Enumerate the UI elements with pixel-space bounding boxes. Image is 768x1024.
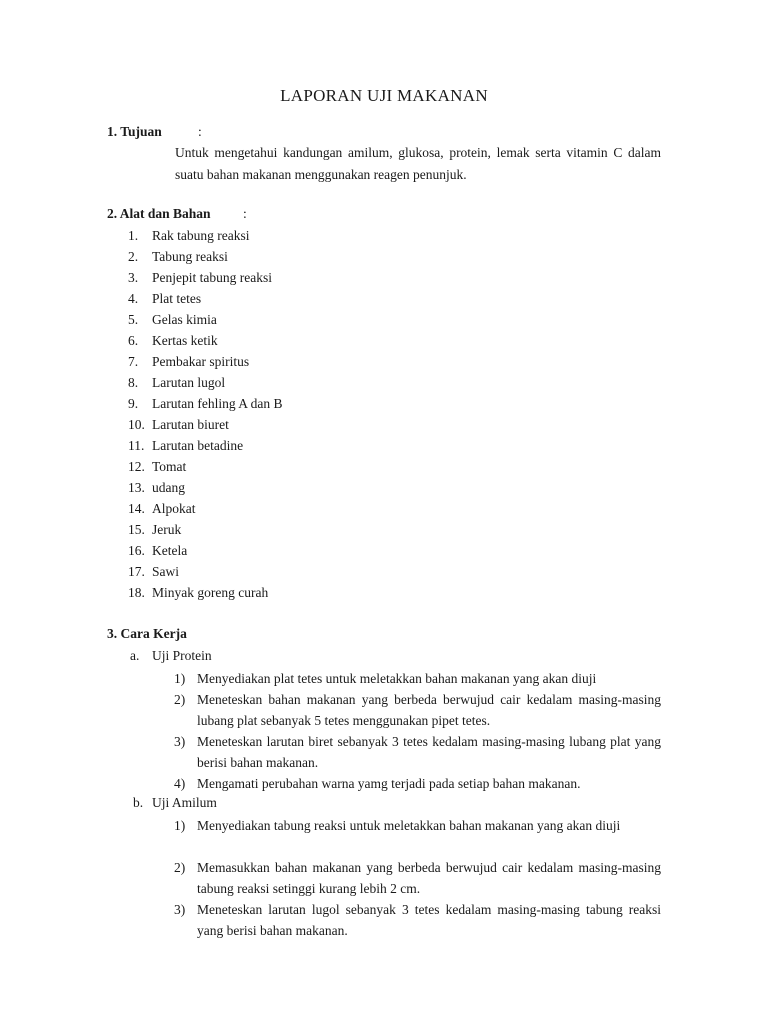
alat-item-number: 6. bbox=[128, 333, 139, 348]
alat-item-text: Jeruk bbox=[152, 522, 182, 537]
step-text: Menyediakan tabung reaksi untuk meletakkan bahan makanan yang akan diuji bbox=[197, 818, 621, 833]
step-number: 1) bbox=[174, 818, 186, 833]
alat-item-number: 1. bbox=[128, 228, 139, 243]
step-number: 2) bbox=[174, 860, 186, 875]
step-text: Meneteskan larutan lugol sebanyak 3 tetes kedalam masing-masing tabung reaksi yang berisi bahan makanan. bbox=[197, 902, 661, 938]
sub-protein-title: Uji Protein bbox=[152, 648, 212, 663]
alat-item-number: 11. bbox=[128, 438, 145, 453]
alat-item-text: Plat tetes bbox=[152, 291, 202, 306]
alat-item-text: Larutan fehling A dan B bbox=[152, 396, 283, 411]
alat-item-number: 12. bbox=[128, 459, 145, 474]
sub-protein-letter: a. bbox=[130, 648, 140, 663]
step-text: Meneteskan bahan makanan yang berbeda berwujud cair kedalam masing-masing lubang plat sebanyak 5 tetes menggunakan pipet tetes. bbox=[197, 692, 661, 728]
alat-item-text: Larutan biuret bbox=[152, 417, 229, 432]
section-alat-label: 2. Alat dan Bahan bbox=[107, 206, 211, 221]
alat-item-number: 3. bbox=[128, 270, 139, 285]
alat-item-text: Pembakar spiritus bbox=[152, 354, 250, 369]
alat-item-number: 14. bbox=[128, 501, 145, 516]
alat-item-number: 13. bbox=[128, 480, 145, 495]
step-text: Mengamati perubahan warna yamg terjadi pada setiap bahan makanan. bbox=[197, 776, 581, 791]
alat-item-text: Rak tabung reaksi bbox=[152, 228, 250, 243]
alat-item-text: Tabung reaksi bbox=[152, 249, 228, 264]
section-cara-heading bbox=[107, 626, 187, 642]
alat-item-number: 7. bbox=[128, 354, 139, 369]
alat-item-text: Tomat bbox=[152, 459, 187, 474]
alat-item-text: Gelas kimia bbox=[152, 312, 217, 327]
step-number: 2) bbox=[174, 692, 186, 707]
alat-item-text: Alpokat bbox=[152, 501, 196, 516]
section-tujuan-label: 1. Tujuan bbox=[107, 124, 162, 139]
alat-item-number: 4. bbox=[128, 291, 139, 306]
alat-item-text: udang bbox=[152, 480, 185, 495]
step-text: Meneteskan larutan biret sebanyak 3 tetes kedalam masing-masing lubang plat yang berisi bahan makanan. bbox=[197, 734, 661, 770]
alat-item-text: Minyak goreng curah bbox=[152, 585, 269, 600]
alat-item-number: 9. bbox=[128, 396, 139, 411]
alat-item-text: Larutan betadine bbox=[152, 438, 244, 453]
sub-amilum-title: Uji Amilum bbox=[152, 795, 217, 810]
section-cara-label: 3. Cara Kerja bbox=[107, 626, 187, 641]
step-number: 4) bbox=[174, 776, 186, 791]
alat-item-number: 8. bbox=[128, 375, 139, 390]
alat-item-text: Penjepit tabung reaksi bbox=[152, 270, 272, 285]
step-text: Memasukkan bahan makanan yang berbeda berwujud cair kedalam masing-masing tabung reaksi setinggi kurang lebih 2 cm. bbox=[197, 860, 661, 896]
section-alat-heading bbox=[107, 206, 211, 222]
alat-item-text: Sawi bbox=[152, 564, 179, 579]
section-alat-colon: : bbox=[243, 206, 247, 221]
alat-item-number: 15. bbox=[128, 522, 145, 537]
step-number: 3) bbox=[174, 734, 186, 749]
alat-item-text: Larutan lugol bbox=[152, 375, 226, 390]
document-title: LAPORAN UJI MAKANAN bbox=[280, 86, 488, 105]
alat-item-text: Ketela bbox=[152, 543, 188, 558]
sub-amilum-letter: b. bbox=[133, 795, 144, 810]
step-text: Menyediakan plat tetes untuk meletakkan bahan makanan yang akan diuji bbox=[197, 671, 597, 686]
section-tujuan-colon: : bbox=[198, 124, 202, 139]
step-number: 3) bbox=[174, 902, 186, 917]
alat-item-number: 16. bbox=[128, 543, 145, 558]
alat-item-number: 2. bbox=[128, 249, 139, 264]
alat-item-number: 5. bbox=[128, 312, 139, 327]
section-tujuan-heading bbox=[107, 124, 162, 140]
alat-item-text: Kertas ketik bbox=[152, 333, 218, 348]
alat-item-number: 10. bbox=[128, 417, 145, 432]
alat-item-number: 18. bbox=[128, 585, 145, 600]
section-tujuan-text: Untuk mengetahui kandungan amilum, glukosa, protein, lemak serta vitamin C dalam suatu bahan makanan menggunakan reagen penunjuk. bbox=[175, 145, 661, 182]
alat-item-number: 17. bbox=[128, 564, 145, 579]
step-number: 1) bbox=[174, 671, 186, 686]
